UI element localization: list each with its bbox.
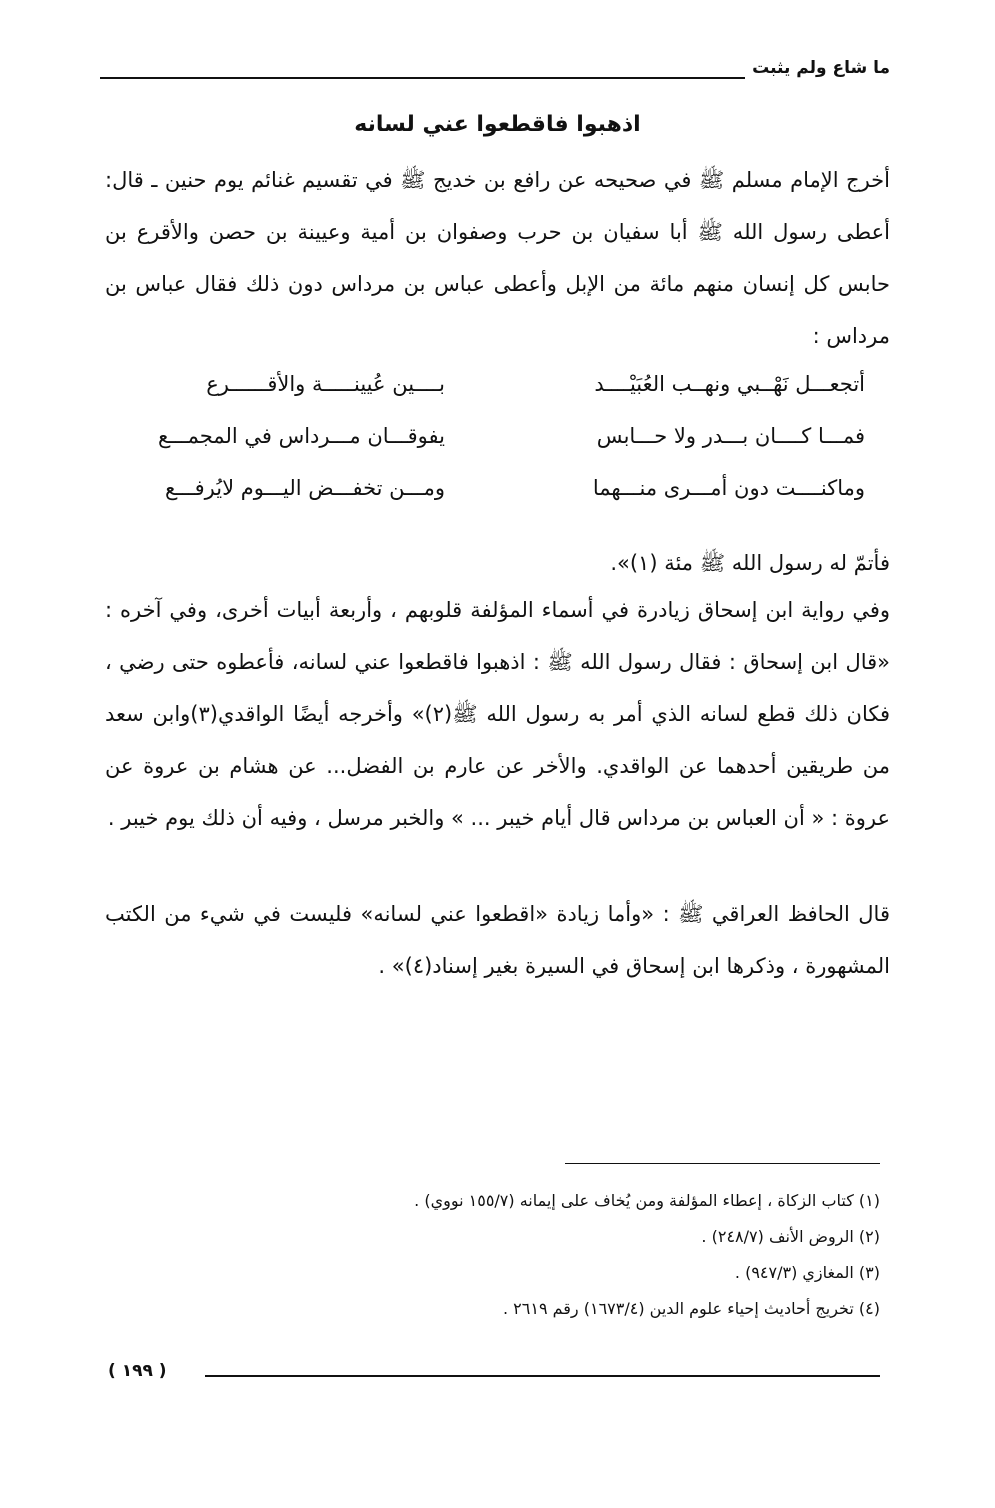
verse-row xyxy=(105,476,865,528)
footer-rule xyxy=(205,1375,880,1377)
footnote-item: (٤) تخريج أحاديث إحياء علوم الدين (١٦٧٣/٤) رقم ٢٦١٩ . xyxy=(502,1299,880,1318)
footnotes xyxy=(160,1183,880,1327)
header-rule xyxy=(100,77,745,79)
section-title: اذهبوا فاقطعوا عني لسانه xyxy=(354,112,641,137)
footnote-rule xyxy=(565,1163,880,1164)
verse-row xyxy=(105,424,865,476)
paragraph-iraqi: قال الحافظ العراقي ﷺ : «وأما زيادة «اقطعوا عني لسانه» فليست في شيء من الكتب المشهورة ، وذكرها ابن إسحاق في السيرة بغير إسناد(٤)» . xyxy=(105,902,890,978)
verse-row xyxy=(105,372,865,424)
poem xyxy=(105,372,865,528)
verse-hemistich-first: وماكنــــت دون أمـــرى منـــهما xyxy=(592,476,865,500)
paragraph-intro: أخرج الإمام مسلم ﷺ في صحيحه عن رافع بن خديج ﷺ في تقسيم غنائم يوم حنين ـ قال: أعطى رسول الله ﷺ أبا سفيان بن حرب وصفوان بن أمية وعيينة بن حصن والأقرع بن حابس كل إنسان منهم مائة من الإبل وأعطى عباس بن مرداس دون ذلك فقال عباس بن مرداس : xyxy=(105,168,890,348)
running-header xyxy=(100,52,890,92)
verse-hemistich-second: بــــين عُيينـــــة والأقــــــرع xyxy=(206,372,445,396)
footnote-item: (١) كتاب الزكاة ، إعطاء المؤلفة ومن يُخاف على إيمانه (١٥٥/٧ نووي) . xyxy=(414,1191,880,1210)
verse-hemistich-second: يفوقـــان مـــرداس في المجمـــع xyxy=(157,424,445,448)
footnote-item: (٢) الروض الأنف (٢٤٨/٧) . xyxy=(701,1227,880,1246)
paragraph-ibn-ishaq: وفي رواية ابن إسحاق زيادرة في أسماء المؤلفة قلوبهم ، وأربعة أبيات أخرى، وفي آخره : «قال ابن إسحاق : فقال رسول الله ﷺ : اذهبوا فاقطعوا عني لسانه، فأعطوه حتى رضي ، فكان ذلك قطع لسانه الذي أمر به رسول الله ﷺ(٢)» وأخرجه أيضًا الواقدي(٣)وابن سعد من طريقين أحدهما عن الواقدي. والأخر عن عارم بن الفضل... عن هشام بن عروة عن عروة : « أن العباس بن مرداس قال أيام خيبر ... » والخبر مرسل ، وفيه أن ذلك يوم خيبر . xyxy=(105,598,890,830)
page-number: ( ١٩٩ ) xyxy=(108,1361,167,1381)
paragraph-completion: فأتمّ له رسول الله ﷺ مئة (١)». xyxy=(610,551,890,575)
verse-hemistich-first: فمـــا كــــان بـــدر ولا حـــابس xyxy=(596,424,865,448)
verse-hemistich-second: ومـــن تخفـــض اليـــوم لايُرفـــع xyxy=(164,476,445,500)
running-title: ما شاع ولم يثبت xyxy=(752,58,890,78)
footnote-item: (٣) المغازي (٩٤٧/٣) . xyxy=(734,1263,880,1282)
verse-hemistich-first: أتجعـــل نَهْــبي ونهــب العُبَيْــــد xyxy=(594,372,865,396)
